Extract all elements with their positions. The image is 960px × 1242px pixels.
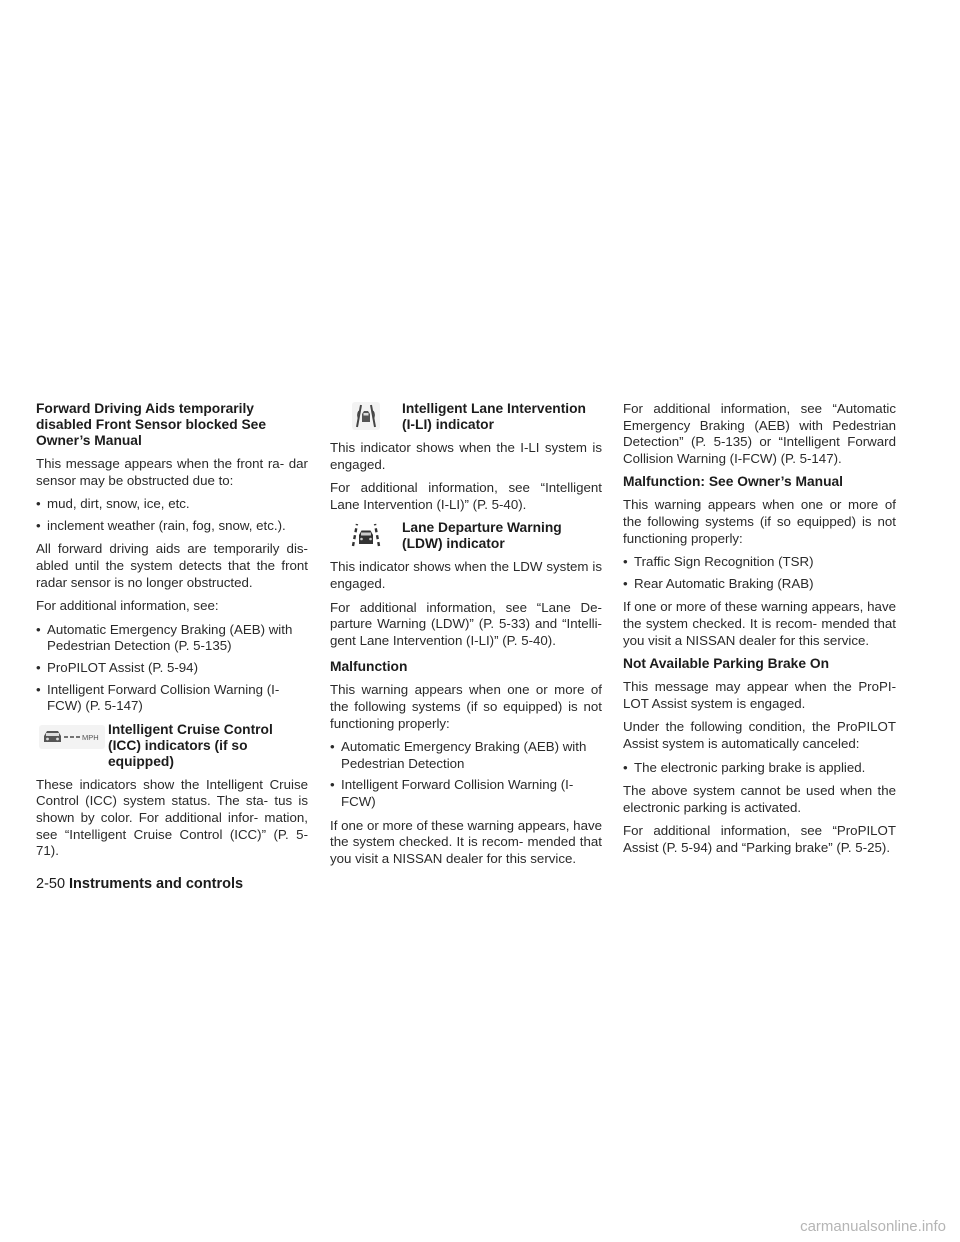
ldw-heading-block bbox=[330, 520, 602, 552]
paragraph-parking-condition: Under the following condition, the ProPILOT Assist system is automatically canceled: bbox=[623, 719, 896, 751]
paragraph-malfunction2-advice: If one or more of these warning appears, have the system checked. It is recom- mended that you visit a NISSAN dealer for this service. bbox=[623, 599, 896, 648]
ili-heading-block bbox=[330, 401, 602, 433]
malfunction-list bbox=[330, 739, 602, 810]
section-heading-parking-brake: Not Available Parking Brake On bbox=[623, 656, 829, 672]
section-heading-front-sensor: Forward Driving Aids temporarily disabled Front Sensor blocked See Owner’s Manual bbox=[36, 401, 267, 448]
paragraph-top-ref: For additional information, see “Automatic Emergency Braking (AEB) with Pedestrian Detection” (P. 5-135) or “Intelligent Forward Collision Warning (I-FCW) (P. 5-147). bbox=[623, 401, 896, 466]
paragraph-malfunction: This warning appears when one or more of the following systems (if so equipped) is not functioning properly: bbox=[330, 682, 602, 731]
lane-departure-icon bbox=[330, 520, 402, 550]
list-item: • Automatic Emergency Braking (AEB) with Pedestrian Detection (P. 5-135) bbox=[36, 622, 308, 655]
list-item: • Rear Automatic Braking (RAB) bbox=[623, 576, 896, 593]
paragraph-malfunction2: This warning appears when one or more of the following systems (if so equipped) is not functioning properly: bbox=[623, 497, 896, 546]
paragraph-ldw-ref: For additional information, see “Lane De- parture Warning (LDW)” (P. 5-33) and “Intelli- gent Lane Intervention (I-LI)” (P. 5-40). bbox=[330, 599, 602, 648]
paragraph-icc: These indicators show the Intelligent Cruise Control (ICC) system status. The sta- tus is shown by color. For additional infor- mation, see “Intelligent Cruise Control (ICC)” (P. 5-71). bbox=[36, 776, 308, 859]
paragraph-parking-note: The above system cannot be used when the electronic parking is activated. bbox=[623, 783, 896, 815]
paragraph-parking-ref: For additional information, see “ProPILOT Assist (P. 5-94) and “Parking brake” (P. 5-25). bbox=[623, 823, 896, 855]
paragraph-see: For additional information, see: bbox=[36, 598, 219, 614]
paragraph-ili-ref: For additional information, see “Intelligent Lane Intervention (I-LI)” (P. 5-40). bbox=[330, 480, 602, 512]
lane-intervention-icon bbox=[330, 401, 402, 431]
section-heading-ili: Intelligent Lane Intervention (I-LI) indicator bbox=[402, 401, 586, 432]
page-footer bbox=[36, 876, 243, 892]
list-item: • ProPILOT Assist (P. 5-94) bbox=[36, 660, 308, 677]
section-heading-malfunction: Malfunction bbox=[330, 659, 408, 675]
column-right bbox=[623, 401, 896, 863]
section-heading-ldw: Lane Departure Warning (LDW) indicator bbox=[402, 520, 562, 552]
list-item: • Intelligent Forward Collision Warning (I- FCW) (P. 5-147) bbox=[36, 682, 308, 715]
list-item: • inclement weather (rain, fog, snow, etc.). bbox=[36, 518, 308, 535]
cause-list bbox=[36, 496, 308, 534]
paragraph-ili: This indicator shows when the I-LI system is engaged. bbox=[330, 440, 602, 472]
watermark: carmanualsonline.info bbox=[800, 1218, 946, 1235]
malfunction2-list bbox=[623, 554, 896, 592]
list-item: • The electronic parking brake is applied. bbox=[623, 760, 896, 777]
paragraph-ldw: This indicator shows when the LDW system is engaged. bbox=[330, 559, 602, 591]
section-heading-icc: Intelligent Cruise Control (ICC) indicators (if so equipped) bbox=[108, 721, 273, 769]
paragraph-intro: This message appears when the front ra- dar sensor may be obstructed due to: bbox=[36, 456, 308, 488]
section-heading-malfunction-owners-manual: Malfunction: See Owner’s Manual bbox=[623, 474, 844, 490]
list-item: • Automatic Emergency Braking (AEB) with Pedestrian Detection bbox=[330, 739, 602, 772]
list-item: • Traffic Sign Recognition (TSR) bbox=[623, 554, 896, 571]
svg-text:MPH: MPH bbox=[82, 732, 99, 742]
list-item: • mud, dirt, snow, ice, etc. bbox=[36, 496, 308, 513]
reference-list bbox=[36, 622, 308, 715]
icc-heading-block bbox=[36, 722, 308, 770]
section-title: Instruments and controls bbox=[69, 876, 244, 892]
paragraph-disabled: All forward driving aids are temporarily dis- abled until the system detects that the front radar sensor is no longer obstructed. bbox=[36, 541, 308, 590]
column-middle bbox=[330, 401, 602, 874]
column-left bbox=[36, 401, 308, 867]
car-following-icon bbox=[36, 722, 108, 752]
parking-list bbox=[623, 760, 896, 777]
paragraph-malfunction-advice: If one or more of these warning appears, have the system checked. It is recom- mended that you visit a NISSAN dealer for this service. bbox=[330, 817, 603, 866]
page-number: 2-50 bbox=[36, 876, 66, 892]
list-item: • Intelligent Forward Collision Warning (I-FCW) bbox=[330, 777, 602, 810]
paragraph-parking: This message may appear when the ProPI- LOT Assist system is engaged. bbox=[623, 679, 896, 711]
